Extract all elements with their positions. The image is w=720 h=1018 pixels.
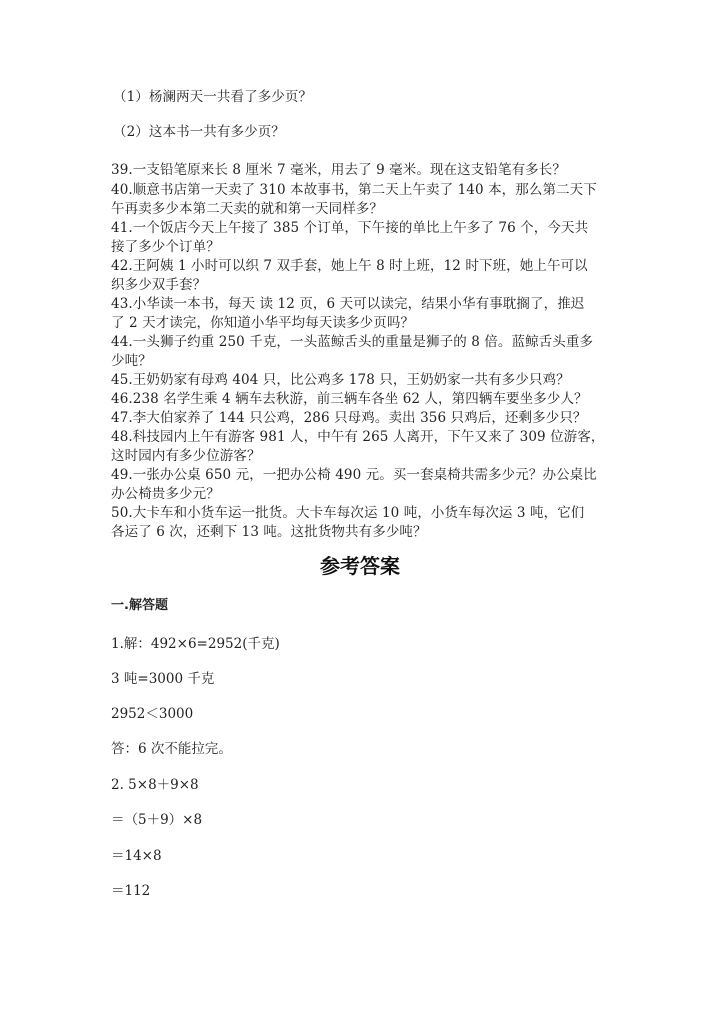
answer-line: 1.解：492×6=2952(千克) xyxy=(111,636,280,652)
answer-line: 答：6 次不能拉完。 xyxy=(111,741,232,757)
problem-line: 接了多少个订单？ xyxy=(111,239,220,255)
problem-line: 50.大卡车和小货车运一批货。大卡车每次运 10 吨，小货车每次运 3 吨，它们 xyxy=(111,505,585,521)
problem-line: 41.一个饭店今天上午接了 385 个订单，下午接的单比上午多了 76 个，今天共 xyxy=(111,220,589,236)
problem-line: 43.小华读一本书，每天 读 12 页，6 天可以读完，结果小华有事耽搁了，推迟 xyxy=(111,296,585,312)
answer-line: 3 吨=3000 千克 xyxy=(111,671,215,687)
problem-line: 了 2 天才读完，你知道小华平均每天读多少页吗？ xyxy=(111,315,415,331)
problem-line: 40.顺意书店第一天卖了 310 本故事书，第二天上午卖了 140 本，那么第二天下 xyxy=(111,182,597,198)
problem-line: 这时园内有多少位游客？ xyxy=(111,448,261,464)
problem-line: 午再卖多少本第二天卖的就和第一天同样多？ xyxy=(111,201,383,217)
problem-line: 47.李大伯家养了 144 只公鸡，286 只母鸡。卖出 356 只鸡后，还剩多少只？ xyxy=(111,410,587,426)
answer-line: ＝112 xyxy=(111,883,151,899)
problem-line: 各运了 6 次，还剩下 13 吨。这批货物共有多少吨？ xyxy=(111,524,427,540)
problem-line: 织多少双手套？ xyxy=(111,277,207,293)
problem-line: 49.一张办公桌 650 元，一把办公椅 490 元。买一套桌椅共需多少元？办公桌比 xyxy=(111,467,597,483)
answer-line: 2952＜3000 xyxy=(111,706,194,722)
problem-line: 办公椅贵多少元？ xyxy=(111,486,220,502)
answers-heading: 参考答案 xyxy=(320,554,400,578)
problem-line: 48.科技园内上午有游客 981 人，中午有 265 人离开，下午又来了 309 位游客， xyxy=(111,429,605,445)
problem-line: 42.王阿姨 1 小时可以织 7 双手套，她上午 8 时上班，12 时下班，她上午可以 xyxy=(111,258,588,274)
problem-line: 45.王奶奶家有母鸡 404 只，比公鸡多 178 只，王奶奶家一共有多少只鸡？ xyxy=(111,372,570,388)
section-heading: 一.解答题 xyxy=(111,598,168,613)
problem-line: 少吨？ xyxy=(111,353,152,369)
answer-line: ＝（5＋9）×8 xyxy=(111,812,203,828)
sub-question-1: （1）杨澜两天一共看了多少页？ xyxy=(113,89,313,105)
problem-line: 46.238 名学生乘 4 辆车去秋游，前三辆车各坐 62 人，第四辆车要坐多少人？ xyxy=(111,391,588,407)
problem-line: 39.一支铅笔原来长 8 厘米 7 毫米，用去了 9 毫米。现在这支铅笔有多长？ xyxy=(111,162,566,178)
answer-line: 2. 5×8＋9×8 xyxy=(111,777,199,793)
problem-line: 44.一头狮子约重 250 千克，一头蓝鲸舌头的重量是狮子的 8 倍。蓝鲸舌头重多 xyxy=(111,334,594,350)
sub-question-2: （2）这本书一共有多少页？ xyxy=(113,124,285,140)
answer-line: ＝14×8 xyxy=(111,848,162,864)
